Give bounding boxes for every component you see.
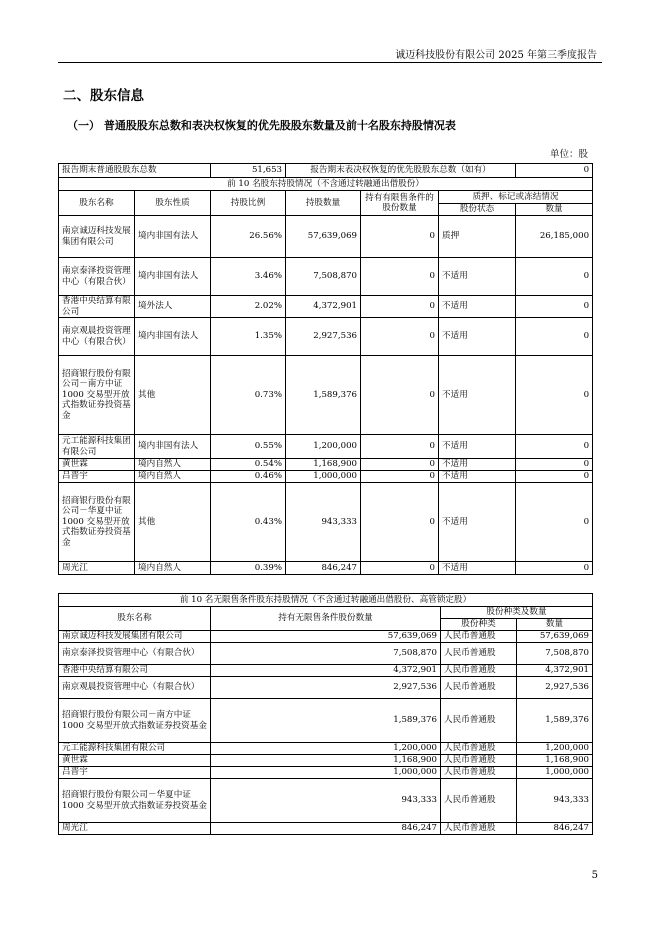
- share-count: 57,639,069: [517, 631, 593, 643]
- shareholder-nature: 境内自然人: [135, 459, 211, 471]
- table-row: [59, 743, 593, 755]
- unrestricted-quantity: 1,200,000: [211, 743, 441, 755]
- restricted-shares: 0: [361, 318, 439, 356]
- pledged-quantity: 0: [516, 356, 593, 435]
- col-header-restricted: 持有有限售条件的股份数量: [361, 191, 439, 216]
- restricted-shares: 0: [361, 459, 439, 471]
- col-header-pledge-qty: 数量: [516, 204, 593, 216]
- table-row: [59, 258, 593, 296]
- pledge-status: 不适用: [439, 562, 516, 575]
- shareholder-nature: 境内非国有法人: [135, 258, 211, 296]
- col-header-name: 股东名称: [59, 191, 135, 216]
- col-header-holder-name: 股东名称: [59, 607, 211, 631]
- col-header-ratio: 持股比例: [211, 191, 286, 216]
- col-header-share-count: 数量: [517, 619, 593, 631]
- col-header-share-type: 股份种类: [441, 619, 517, 631]
- table-row: [59, 823, 593, 835]
- shareholder-nature: 境内自然人: [135, 562, 211, 575]
- top10-caption-row: [59, 178, 593, 191]
- shareholder-name: 香港中央结算有限公司: [59, 296, 135, 318]
- shareholder-nature: 境内自然人: [135, 471, 211, 483]
- table-row: [59, 755, 593, 767]
- holding-ratio: 0.46%: [211, 471, 286, 483]
- pledge-status: 不适用: [439, 356, 516, 435]
- holding-quantity: 1,168,900: [286, 459, 361, 471]
- share-type: 人民币普通股: [441, 677, 517, 699]
- col-header-unrestricted-qty: 持有无限售条件股份数量: [211, 607, 441, 631]
- preferred-holders-value: 0: [516, 164, 593, 178]
- holding-ratio: 26.56%: [211, 216, 286, 258]
- pledged-quantity: 0: [516, 258, 593, 296]
- holder-name: 招商银行股份有限公司－南方中证 1000 交易型开放式指数证券投资基金: [59, 699, 211, 743]
- shareholder-nature: 境外法人: [135, 296, 211, 318]
- pledged-quantity: 0: [516, 296, 593, 318]
- summary-row: [59, 164, 593, 178]
- page-number: 5: [591, 870, 598, 881]
- holder-name: 周光江: [59, 823, 211, 835]
- table-row: [59, 356, 593, 435]
- top10-caption: 前 10 名股东持股情况（不含通过转融通出借股份）: [59, 178, 593, 191]
- holding-quantity: 1,200,000: [286, 435, 361, 459]
- subsection-title: （一） 普通股股东总数和表决权恢复的优先股股东数量及前十名股东持股情况表: [67, 119, 456, 132]
- share-count: 943,333: [517, 779, 593, 823]
- common-holders-label: 报告期末普通股股东总数: [59, 164, 211, 178]
- pledge-status: 不适用: [439, 318, 516, 356]
- restricted-shares: 0: [361, 296, 439, 318]
- table-row: [59, 631, 593, 643]
- col-header-quantity: 持股数量: [286, 191, 361, 216]
- holder-name: 南京诚迈科技发展集团有限公司: [59, 631, 211, 643]
- pledged-quantity: 0: [516, 471, 593, 483]
- table-row: [59, 699, 593, 743]
- table-row: [59, 767, 593, 779]
- holding-ratio: 0.73%: [211, 356, 286, 435]
- report-header: 诚迈科技股份有限公司 2025 年第三季度报告: [395, 50, 597, 61]
- restricted-shares: 0: [361, 216, 439, 258]
- unrestricted-quantity: 7,508,870: [211, 643, 441, 665]
- unrestricted-quantity: 1,589,376: [211, 699, 441, 743]
- share-count: 7,508,870: [517, 643, 593, 665]
- holding-quantity: 57,639,069: [286, 216, 361, 258]
- shareholder-name: 周光江: [59, 562, 135, 575]
- share-type: 人民币普通股: [441, 755, 517, 767]
- table-row: [59, 435, 593, 459]
- share-count: 1,000,000: [517, 767, 593, 779]
- top10-header-row-1: [59, 191, 593, 204]
- pledge-status: 不适用: [439, 296, 516, 318]
- holder-name: 南京泰泽投资管理中心（有限合伙）: [59, 643, 211, 665]
- top10-unrestricted-table: [58, 593, 593, 835]
- table-row: [59, 459, 593, 471]
- shareholder-name: 黄世霖: [59, 459, 135, 471]
- shareholder-name: 招商银行股份有限公司－华夏中证 1000 交易型开放式指数证券投资基金: [59, 483, 135, 562]
- holding-quantity: 846,247: [286, 562, 361, 575]
- share-count: 4,372,901: [517, 665, 593, 677]
- holding-ratio: 0.54%: [211, 459, 286, 471]
- restricted-shares: 0: [361, 483, 439, 562]
- table-row: [59, 483, 593, 562]
- share-type: 人民币普通股: [441, 767, 517, 779]
- shareholder-name: 元工能源科技集团有限公司: [59, 435, 135, 459]
- table-row: [59, 471, 593, 483]
- preferred-holders-label: 报告期末表决权恢复的优先股股东总数（如有）: [286, 164, 516, 178]
- col-header-nature: 股东性质: [135, 191, 211, 216]
- shareholder-nature: 境内非国有法人: [135, 216, 211, 258]
- pledge-status: 不适用: [439, 483, 516, 562]
- holding-quantity: 2,927,536: [286, 318, 361, 356]
- unrestricted-quantity: 1,168,900: [211, 755, 441, 767]
- pledge-status: 质押: [439, 216, 516, 258]
- unrestricted-header-row-1: [59, 607, 593, 619]
- table-row: [59, 643, 593, 665]
- holder-name: 元工能源科技集团有限公司: [59, 743, 211, 755]
- pledge-status: 不适用: [439, 471, 516, 483]
- holder-name: 黄世霖: [59, 755, 211, 767]
- col-header-pledge-status: 股份状态: [439, 204, 516, 216]
- pledged-quantity: 0: [516, 562, 593, 575]
- share-type: 人民币普通股: [441, 631, 517, 643]
- restricted-shares: 0: [361, 356, 439, 435]
- common-holders-value: 51,653: [211, 164, 286, 178]
- holder-name: 吕晋宇: [59, 767, 211, 779]
- section-title: 二、股东信息: [63, 88, 144, 104]
- col-header-pledge-group: 质押、标记或冻结情况: [439, 191, 593, 204]
- unrestricted-caption-row: [59, 594, 593, 607]
- unrestricted-quantity: 2,927,536: [211, 677, 441, 699]
- restricted-shares: 0: [361, 471, 439, 483]
- pledged-quantity: 0: [516, 459, 593, 471]
- shareholder-name: 招商银行股份有限公司－南方中证 1000 交易型开放式指数证券投资基金: [59, 356, 135, 435]
- share-type: 人民币普通股: [441, 699, 517, 743]
- holding-ratio: 0.43%: [211, 483, 286, 562]
- unrestricted-quantity: 943,333: [211, 779, 441, 823]
- holding-quantity: 1,589,376: [286, 356, 361, 435]
- table-row: [59, 779, 593, 823]
- share-type: 人民币普通股: [441, 743, 517, 755]
- unit-label: 单位：股: [549, 149, 588, 160]
- shareholder-name: 吕晋宇: [59, 471, 135, 483]
- unrestricted-quantity: 846,247: [211, 823, 441, 835]
- unrestricted-quantity: 4,372,901: [211, 665, 441, 677]
- pledge-status: 不适用: [439, 435, 516, 459]
- top10-shareholders-table: [58, 163, 593, 575]
- header-divider: [58, 62, 602, 63]
- pledged-quantity: 0: [516, 435, 593, 459]
- holding-quantity: 4,372,901: [286, 296, 361, 318]
- share-count: 1,168,900: [517, 755, 593, 767]
- share-count: 2,927,536: [517, 677, 593, 699]
- table-row: [59, 665, 593, 677]
- holder-name: 香港中央结算有限公司: [59, 665, 211, 677]
- restricted-shares: 0: [361, 562, 439, 575]
- table-row: [59, 318, 593, 356]
- unrestricted-quantity: 57,639,069: [211, 631, 441, 643]
- pledge-status: 不适用: [439, 459, 516, 471]
- table-row: [59, 677, 593, 699]
- share-count: 1,200,000: [517, 743, 593, 755]
- holding-quantity: 7,508,870: [286, 258, 361, 296]
- table-row: [59, 296, 593, 318]
- shareholder-nature: 其他: [135, 483, 211, 562]
- holding-ratio: 0.39%: [211, 562, 286, 575]
- table-row: [59, 216, 593, 258]
- share-type: 人民币普通股: [441, 643, 517, 665]
- shareholder-name: 南京诚迈科技发展集团有限公司: [59, 216, 135, 258]
- unrestricted-quantity: 1,000,000: [211, 767, 441, 779]
- holding-ratio: 0.55%: [211, 435, 286, 459]
- share-count: 846,247: [517, 823, 593, 835]
- unrestricted-caption: 前 10 名无限售条件股东持股情况（不含通过转融通出借股份、高管锁定股）: [59, 594, 593, 607]
- restricted-shares: 0: [361, 258, 439, 296]
- shareholder-name: 南京观晨投资管理中心（有限合伙）: [59, 318, 135, 356]
- shareholder-name: 南京泰泽投资管理中心（有限合伙）: [59, 258, 135, 296]
- holding-quantity: 943,333: [286, 483, 361, 562]
- holding-quantity: 1,000,000: [286, 471, 361, 483]
- share-type: 人民币普通股: [441, 779, 517, 823]
- shareholder-nature: 境内非国有法人: [135, 435, 211, 459]
- holder-name: 招商银行股份有限公司－华夏中证 1000 交易型开放式指数证券投资基金: [59, 779, 211, 823]
- share-count: 1,589,376: [517, 699, 593, 743]
- pledge-status: 不适用: [439, 258, 516, 296]
- pledged-quantity: 0: [516, 318, 593, 356]
- holding-ratio: 3.46%: [211, 258, 286, 296]
- col-header-share-type-group: 股份种类及数量: [441, 607, 593, 619]
- holding-ratio: 2.02%: [211, 296, 286, 318]
- pledged-quantity: 26,185,000: [516, 216, 593, 258]
- pledged-quantity: 0: [516, 483, 593, 562]
- share-type: 人民币普通股: [441, 823, 517, 835]
- share-type: 人民币普通股: [441, 665, 517, 677]
- shareholder-nature: 其他: [135, 356, 211, 435]
- holding-ratio: 1.35%: [211, 318, 286, 356]
- restricted-shares: 0: [361, 435, 439, 459]
- table-row: [59, 562, 593, 575]
- holder-name: 南京观晨投资管理中心（有限合伙）: [59, 677, 211, 699]
- shareholder-nature: 境内非国有法人: [135, 318, 211, 356]
